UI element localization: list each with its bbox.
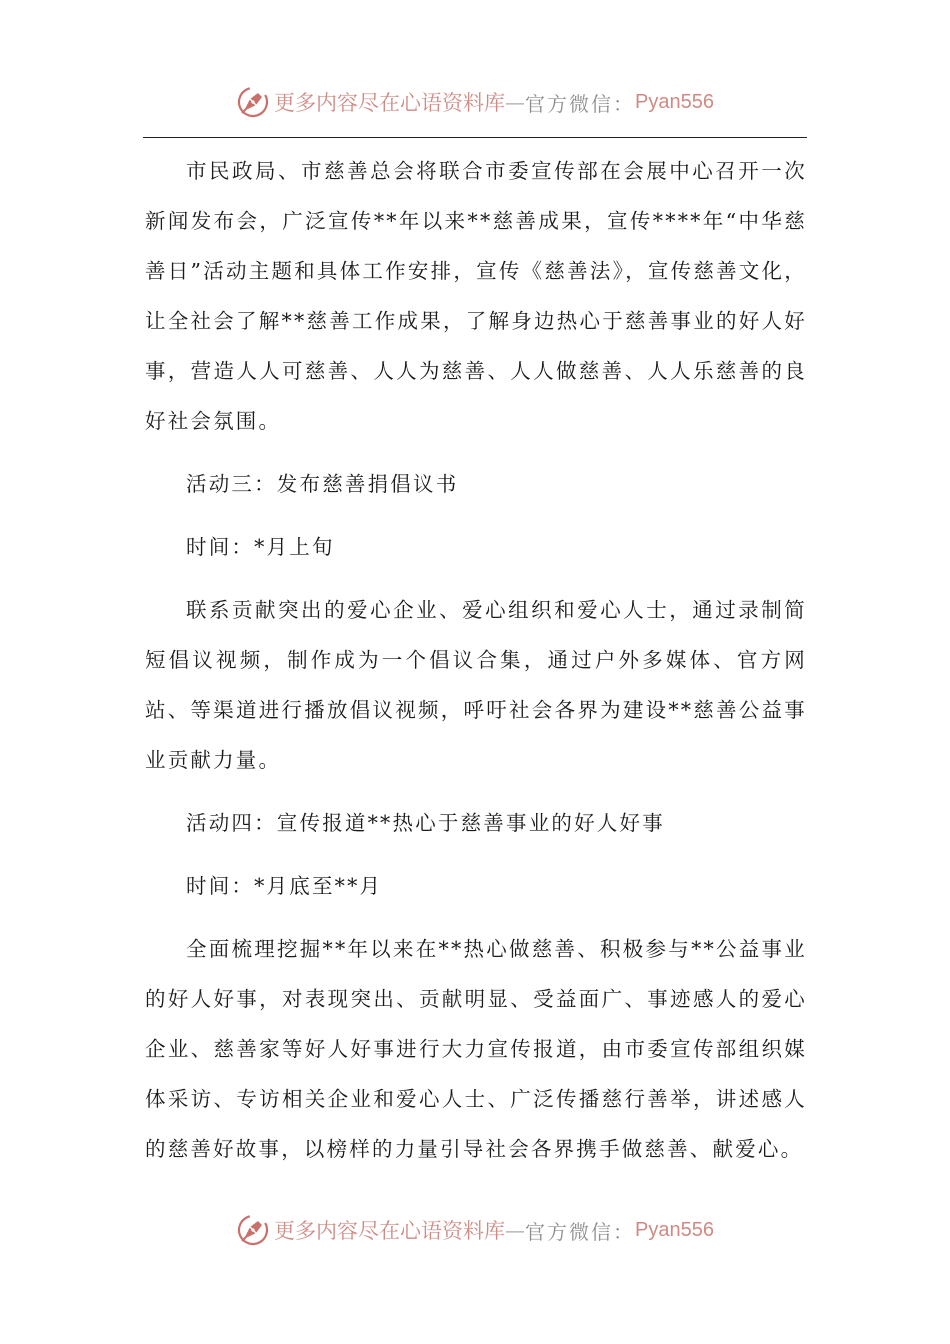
banner-text: 更多内容尽在心语资料库 bbox=[274, 91, 506, 115]
paragraph-press-conference: 市民政局、市慈善总会将联合市委宣传部在会展中心召开一次新闻发布会，广泛宣传**年以来**慈善成果，宣传****年“中华慈善日”活动主题和具体工作安排，宣传《慈善法》，宣传慈善文化，让全社会了解**慈善工作成果，了解身边热心于慈善事业的好人好事，营造人人可慈善、人人为慈善、人人做慈善、人人乐慈善的良好社会氛围。 bbox=[145, 159, 807, 433]
header-divider bbox=[143, 137, 807, 138]
footer-banner bbox=[0, 1210, 950, 1250]
activity-four-time: 时间：*月底至**月 bbox=[186, 874, 383, 898]
banner-separator: — bbox=[505, 90, 526, 114]
paragraph-initiative-video: 联系贡献突出的爱心企业、爱心组织和爱心人士，通过录制简短倡议视频，制作成为一个倡议合集，通过户外多媒体、官方网站、等渠道进行播放倡议视频，呼吁社会各界为建设**慈善公益事业贡献力量。 bbox=[145, 598, 807, 772]
banner-wechat-id: Pyan556 bbox=[635, 1218, 714, 1241]
activity-three-time: 时间：*月上旬 bbox=[186, 535, 335, 559]
banner-text: 更多内容尽在心语资料库 bbox=[274, 1219, 506, 1243]
banner-separator: — bbox=[505, 1218, 526, 1242]
banner-official-label: 官方微信： bbox=[525, 1219, 636, 1244]
banner-official-label: 官方微信： bbox=[525, 91, 636, 116]
pen-nib-logo-icon bbox=[236, 85, 270, 119]
header-banner bbox=[0, 82, 950, 122]
pen-nib-logo-icon bbox=[236, 1213, 270, 1247]
banner-wechat-id: Pyan556 bbox=[635, 90, 714, 113]
activity-four-title: 活动四：宣传报道**热心于慈善事业的好人好事 bbox=[186, 811, 665, 835]
document-body bbox=[145, 146, 807, 1174]
paragraph-good-deeds: 全面梳理挖掘**年以来在**热心做慈善、积极参与**公益事业的好人好事，对表现突出、贡献明显、受益面广、事迹感人的爱心企业、慈善家等好人好事进行大力宣传报道，由市委宣传部组织媒体采访、专访相关企业和爱心人士、广泛传播慈行善举，讲述感人的慈善好故事，以榜样的力量引导社会各界携手做慈善、献爱心。 bbox=[145, 937, 807, 1161]
activity-three-title: 活动三：发布慈善捐倡议书 bbox=[186, 472, 459, 496]
